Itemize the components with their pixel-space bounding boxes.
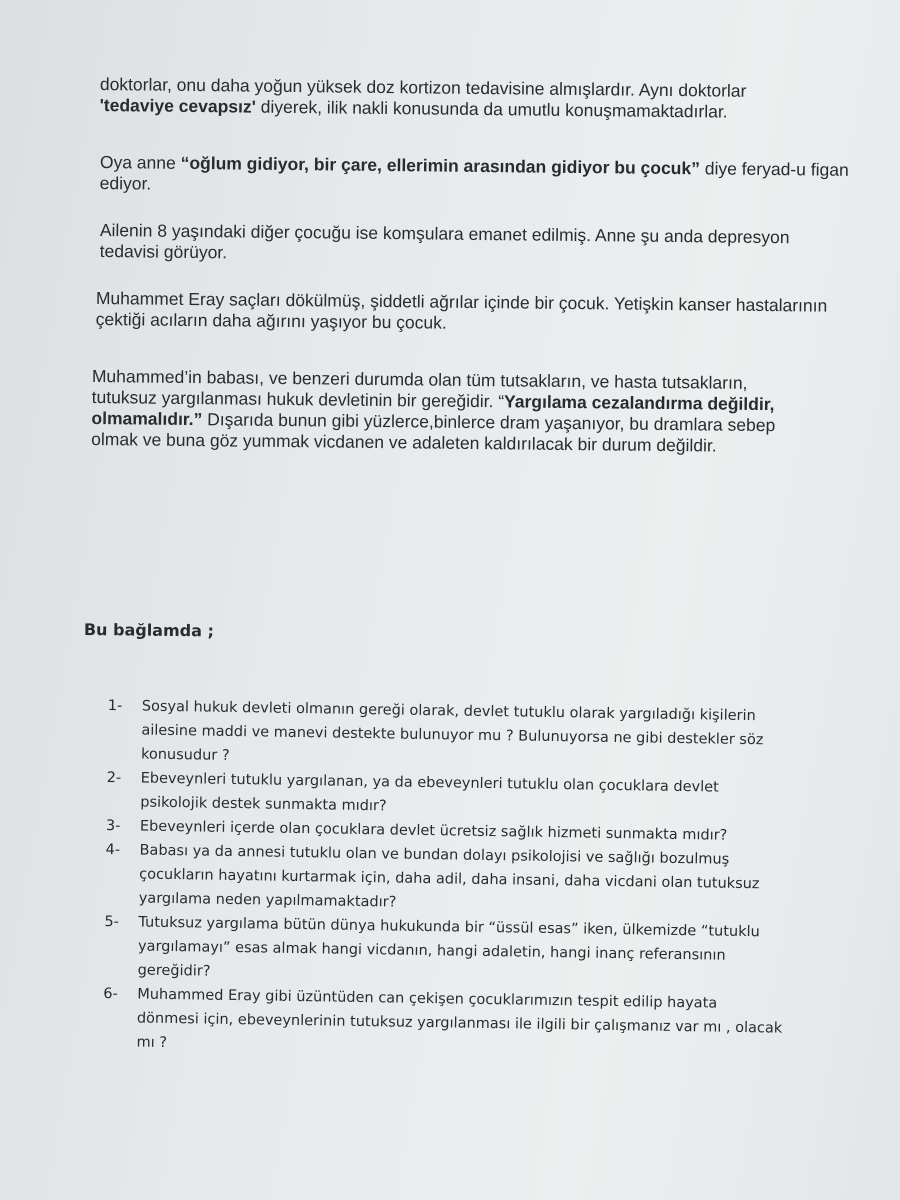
list-item	[102, 982, 783, 1065]
paragraph-text: Dışarıda bunun gibi yüzlerce,binlerce dram yaşanıyor, bu dramlara sebep olmak ve buna göz yummak vicdanen ve adaleten kaldırılacak bir durum değildir.	[91, 409, 776, 456]
paragraph-child-condition	[96, 288, 836, 338]
list-text: Tutuksuz yargılama bütün dünya hukukunda bir “üssül esas” iken, ülkemizde “tutuklu yargılamayı” esas almak hangi vicdanın, hangi adaletin, hangi inanç referansının gereğidir?	[137, 914, 760, 980]
paragraph-text: Muhammed’in babası, ve benzeri durumda olan tüm tutsakların, ve hasta tutsakların, tutuksuz yargılanması hukuk devletinin bir gereğidir. “	[91, 366, 748, 412]
list-number: 6-	[103, 985, 118, 1003]
list-item	[103, 910, 784, 993]
paragraph-trial	[91, 366, 812, 458]
section-heading: Bu bağlamda ;	[83, 620, 215, 641]
list-number: 4-	[105, 841, 121, 859]
list-number: 5-	[104, 913, 120, 931]
paragraph-text: doktorlar, onu daha yoğun yüksek doz kortizon tedavisine almışlardır. Aynı doktorlar	[99, 74, 747, 101]
bold-quote: “oğlum gidiyor, bir çare, ellerimin arasından gidiyor bu çocuk”	[180, 152, 701, 179]
list-item	[107, 694, 788, 777]
list-text: Ebeveynleri tutuklu yargılanan, ya da ebeveynleri tutuklu olan çocuklara devlet psikolojik destek sunmakta mıdır?	[140, 770, 719, 815]
list-number: 2-	[106, 769, 122, 787]
list-text: Ebeveynleri içerde olan çocuklara devlet ücretsiz sağlık hizmeti sunmakta mıdır?	[139, 818, 728, 844]
paragraph-text: Oya anne	[99, 152, 181, 173]
list-text: Babası ya da annesi tutuklu olan ve bundan dolayı psikolojisi ve sağlığı bozulmuş çocukların hayatını kurtarmak için, daha adil, daha insani, daha vicdani olan tutuksuz yargılama neden yapılmamaktadır?	[138, 842, 760, 911]
paragraph-text: Ailenin 8 yaşındaki diğer çocuğu ise komşulara emanet edilmiş. Anne şu anda depresyon tedavisi görüyor.	[99, 220, 790, 263]
list-text: Sosyal hukuk devleti olmanın gereği olarak, devlet tutuklu olarak yargıladığı kişilerin ailesine maddi ve manevi destekte bulunuyor mu ? Bulunuyorsa ne gibi destekler söz konusudur ?	[140, 698, 764, 764]
bold-phrase: Yargılama cezalandırma değildir, olmamalıdır.”	[91, 391, 775, 430]
paragraph-doctors	[100, 74, 870, 124]
paragraph-text: diyerek, ilik nakli konusunda da umutlu konuşmamaktadırlar.	[255, 96, 728, 122]
paragraph-sibling	[100, 220, 820, 270]
paragraph-text: diye feryad-u figan ediyor.	[99, 158, 849, 194]
paragraph-text: Muhammet Eray saçları dökülmüş, şiddetli ağrılar içinde bir çocuk. Yetişkin kanser hastalarının çektiği acıların daha ağırını yaşıyor bu çocuk.	[95, 288, 828, 333]
bold-phrase: 'tedaviye cevapsız'	[99, 94, 256, 117]
list-text: Muhammed Eray gibi üzüntüden can çekişen çocuklarımızın tespit edilip hayata dönmesi için, ebeveynlerinin tutuksuz yargılanması ile ilgili bir çalışmanız var mı , olacak mı ?	[136, 986, 783, 1051]
list-number: 3-	[105, 817, 121, 835]
question-list	[102, 694, 788, 1065]
list-item	[105, 838, 786, 921]
paragraph-mother-quote	[100, 152, 860, 202]
list-number: 1-	[107, 697, 123, 715]
